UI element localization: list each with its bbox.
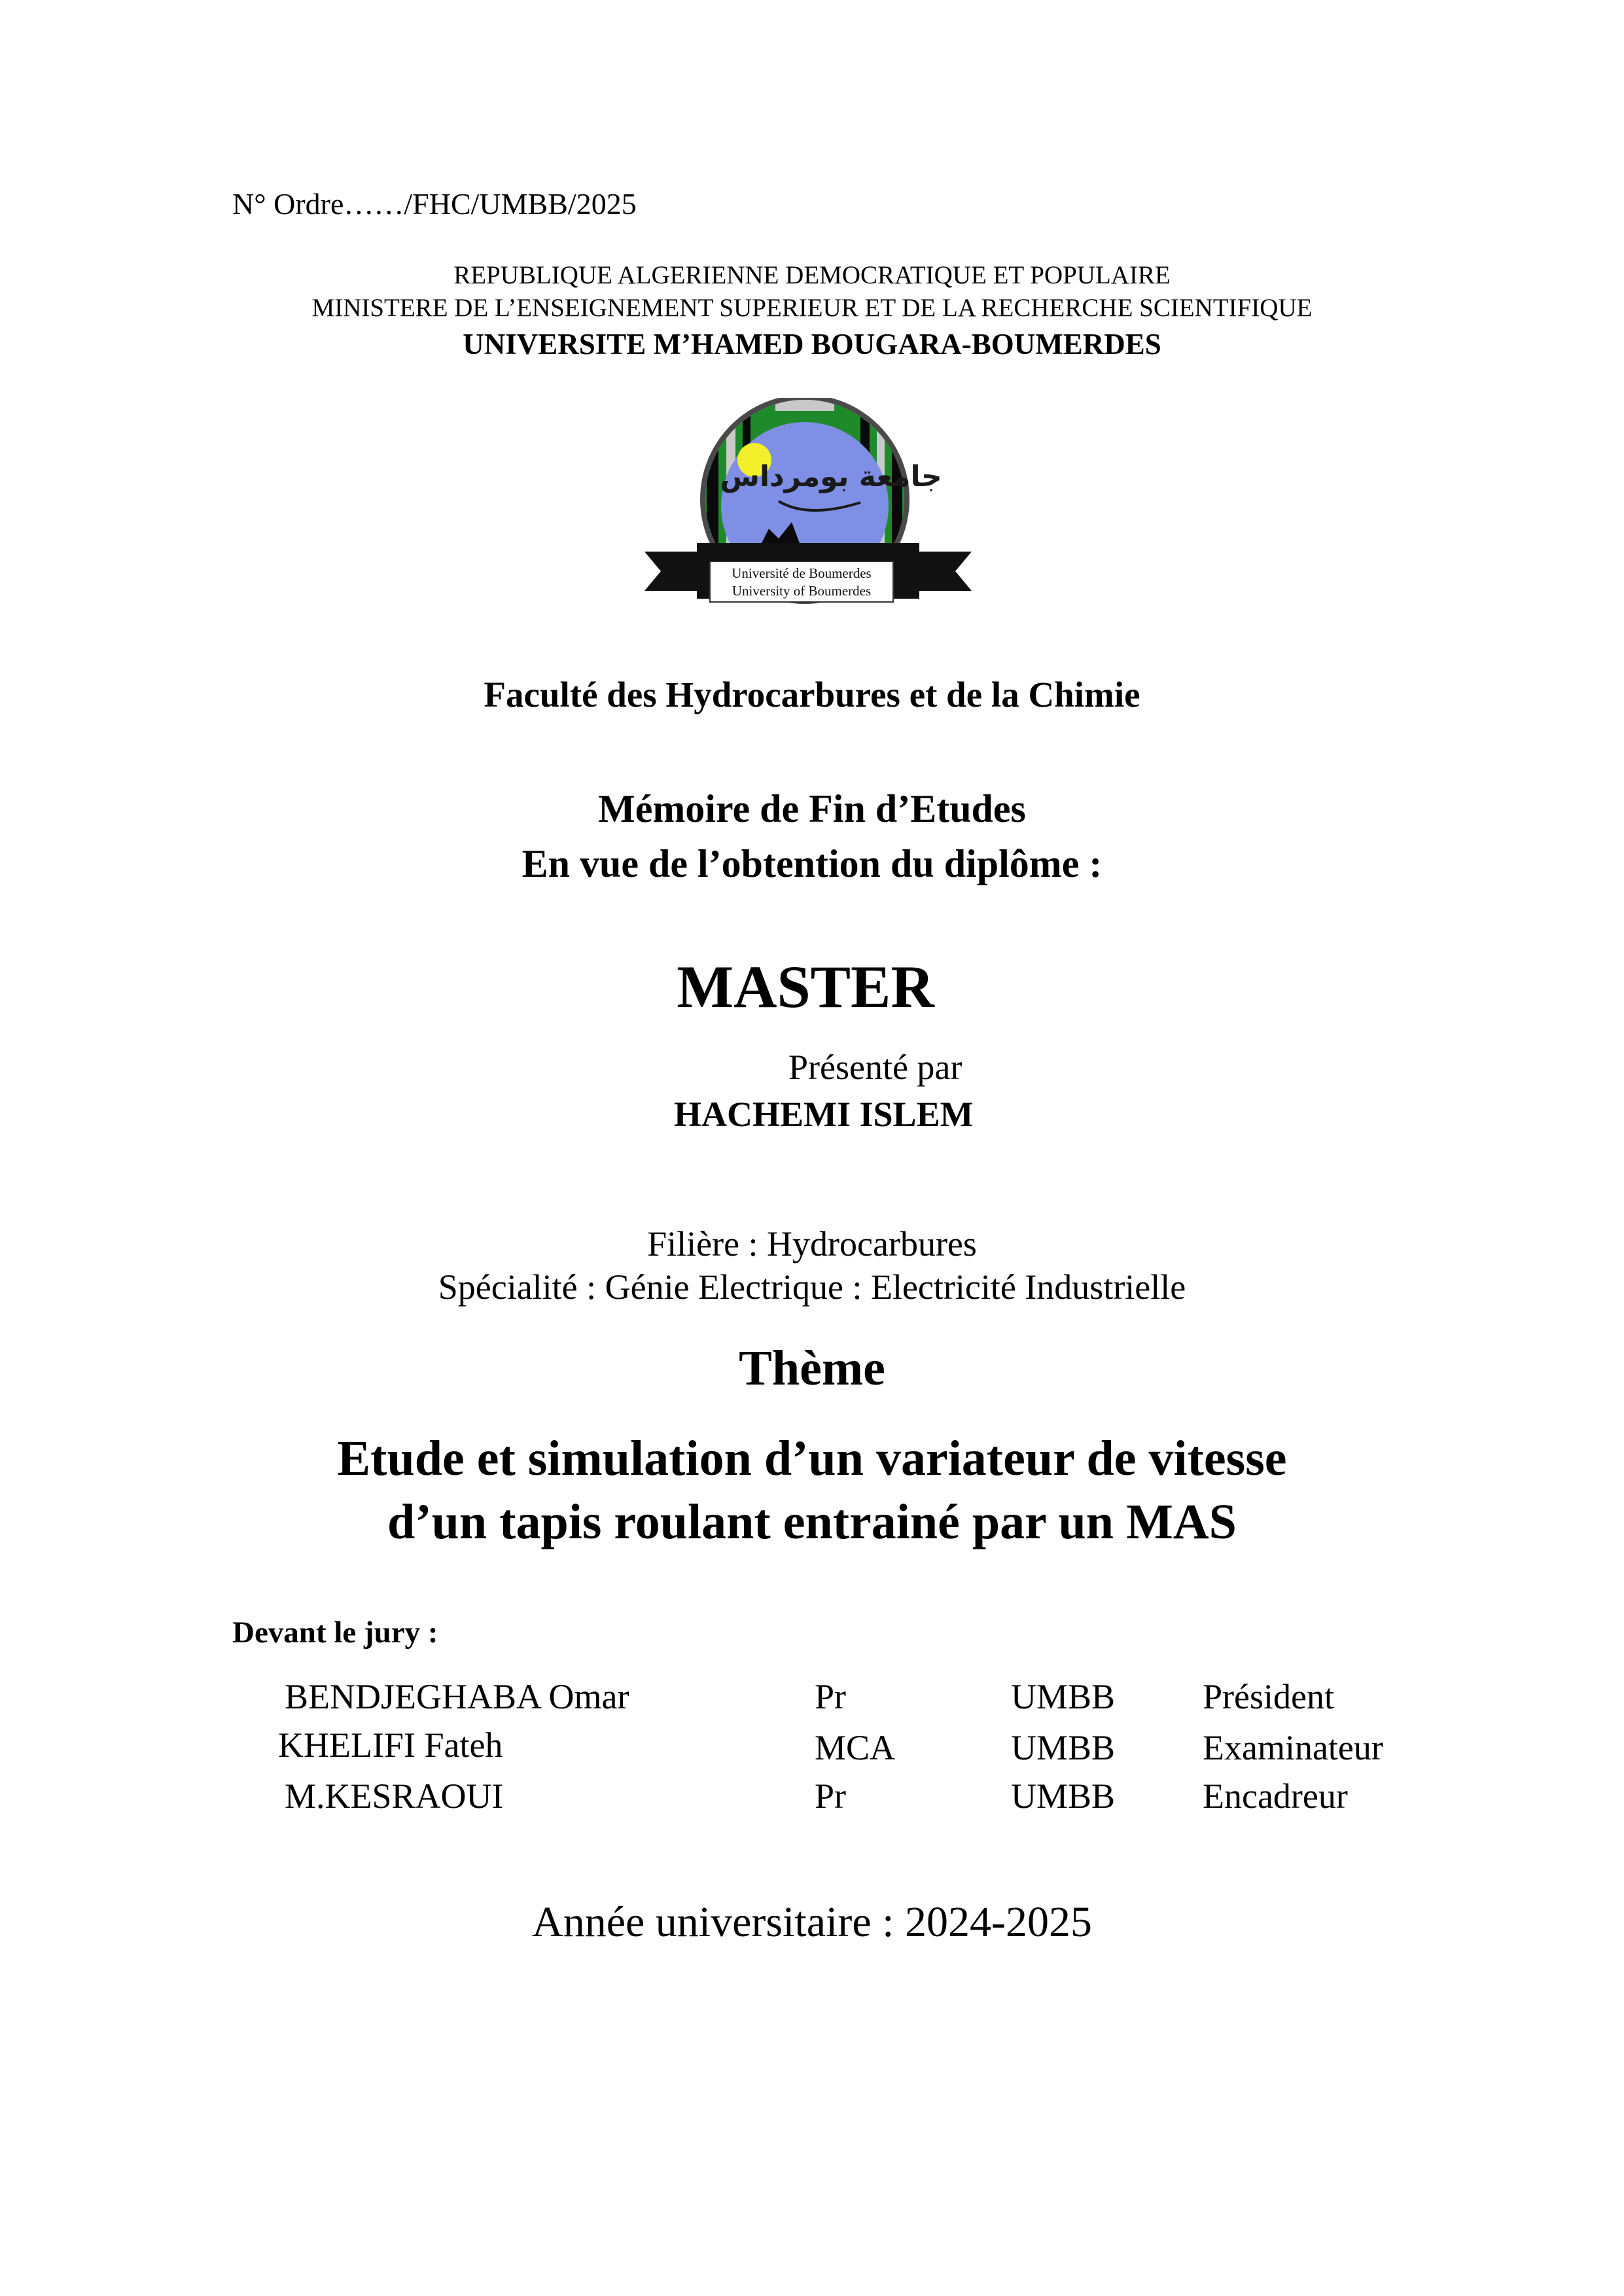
jury-role: Président xyxy=(1203,1677,1334,1716)
jury-role: Encadreur xyxy=(1203,1776,1348,1816)
faculty-name: Faculté des Hydrocarbures et de la Chimie xyxy=(484,675,1140,715)
jury-institution: UMBB xyxy=(1011,1677,1116,1716)
jury-label: Devant le jury : xyxy=(232,1616,438,1650)
jury-name: BENDJEGHABA Omar xyxy=(285,1677,629,1716)
memoir-title: Mémoire de Fin d’Etudes xyxy=(598,787,1026,830)
order-number: N° Ordre……/FHC/UMBB/2025 xyxy=(232,187,637,221)
jury-institution: UMBB xyxy=(1011,1776,1116,1816)
university-logo xyxy=(644,398,972,633)
jury-name: KHELIFI Fateh xyxy=(278,1725,503,1765)
presented-by-label: Présenté par xyxy=(788,1048,962,1087)
thesis-title-line-2: d’un tapis roulant entrainé par un MAS xyxy=(387,1494,1237,1549)
theme-label: Thème xyxy=(739,1341,885,1396)
degree-title: MASTER xyxy=(677,953,934,1020)
specialty-line: Spécialité : Génie Electrique : Electricité Industrielle xyxy=(438,1267,1186,1307)
field-line: Filière : Hydrocarbures xyxy=(647,1224,977,1263)
jury-institution: UMBB xyxy=(1011,1728,1116,1767)
ministry-line: MINISTERE DE L’ENSEIGNEMENT SUPERIEUR ET DE LA RECHERCHE SCIENTIFIQUE xyxy=(311,294,1313,322)
republic-line: REPUBLIQUE ALGERIENNE DEMOCRATIQUE ET POPULAIRE xyxy=(453,261,1171,289)
logo-arabic-text: جامعة بومرداس xyxy=(720,460,942,493)
jury-name: M.KESRAOUI xyxy=(285,1776,504,1816)
obtention-line: En vue de l’obtention du diplôme : xyxy=(521,842,1103,885)
jury-grade: Pr xyxy=(815,1776,847,1816)
academic-year: Année universitaire : 2024-2025 xyxy=(532,1898,1092,1946)
logo-ribbon-fr: Université de Boumerdes xyxy=(732,565,872,581)
jury-grade: MCA xyxy=(815,1728,896,1767)
author-name: HACHEMI ISLEM xyxy=(674,1095,974,1134)
logo-ribbon-en: University of Boumerdes xyxy=(732,583,872,599)
university-name: UNIVERSITE M’HAMED BOUGARA-BOUMERDES xyxy=(463,328,1161,361)
thesis-title-line-1: Etude et simulation d’un variateur de vitesse xyxy=(337,1431,1287,1486)
jury-grade: Pr xyxy=(815,1677,847,1716)
jury-role: Examinateur xyxy=(1203,1728,1383,1767)
